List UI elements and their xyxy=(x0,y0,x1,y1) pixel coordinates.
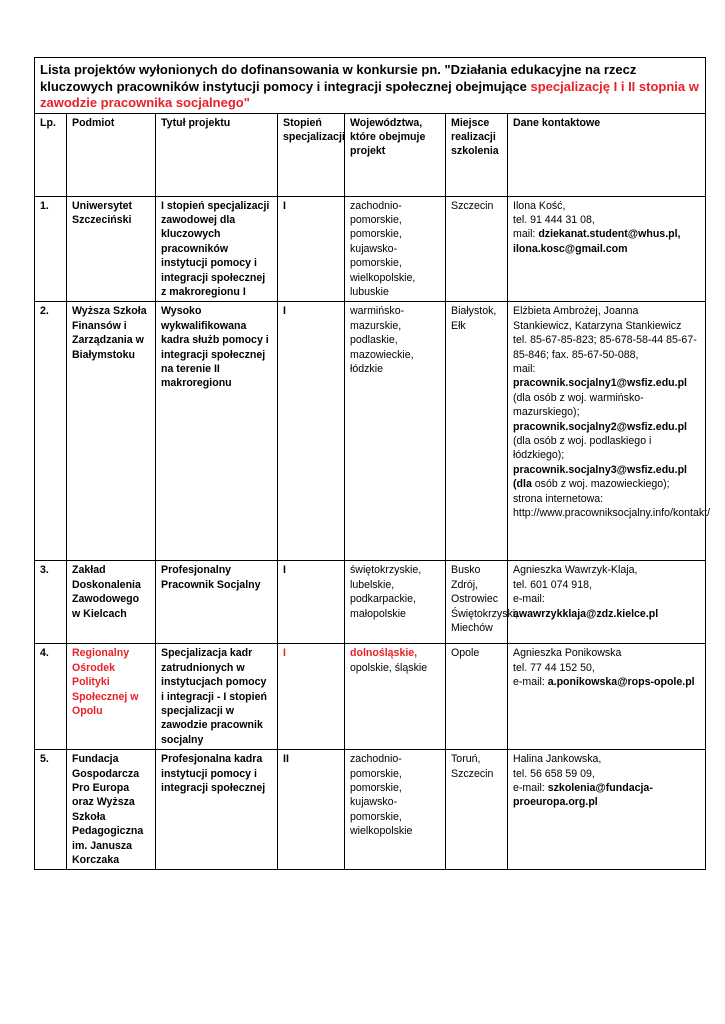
row-podmiot: Regionalny Ośrodek Polityki Społecznej w Opolu xyxy=(67,644,156,750)
contact-phone: tel. 77 44 152 50, xyxy=(513,661,595,674)
row-stopien: I xyxy=(278,561,345,644)
row-lp: 1. xyxy=(35,196,67,302)
row-wojewodztwa: dolnośląskie, opolskie, śląskie xyxy=(345,644,446,750)
row-miejsce: Białystok, Ełk xyxy=(446,302,508,561)
row-podmiot: Zakład Doskonalenia Zawodowego w Kielcach xyxy=(67,561,156,644)
row-tytul: Profesjonalny Pracownik Socjalny xyxy=(156,561,278,644)
row-wojewodztwa: zachodnio-pomorskie, pomorskie, kujawsko-pomorskie, wielkopolskie, lubuskie xyxy=(345,196,446,302)
header-dane: Dane kontaktowe xyxy=(508,113,706,196)
header-lp: Lp. xyxy=(35,113,67,196)
contact-email[interactable]: pracownik.socjalny2@wsfiz.edu.pl xyxy=(513,420,687,433)
table-row xyxy=(35,750,706,870)
row-tytul: Wysoko wykwalifikowana kadra służb pomocy i integracji społecznej na terenie II makroregionu xyxy=(156,302,278,561)
contact-email[interactable]: pracownik.socjalny1@wsfiz.edu.pl xyxy=(513,377,687,390)
contact-website-link[interactable]: http://www.pracowniksocjalny.info/kontakt/ xyxy=(513,507,711,520)
contact-phone: tel. 91 444 31 08, xyxy=(513,213,595,226)
contact-email[interactable]: szkolenia@fundacja-proeuropa.org.pl xyxy=(513,782,653,809)
header-podmiot: Podmiot xyxy=(67,113,156,196)
header-stopien: Stopień specjalizacji xyxy=(278,113,345,196)
row-lp: 3. xyxy=(35,561,67,644)
row-lp: 2. xyxy=(35,302,67,561)
row-kontakt xyxy=(508,196,706,302)
contact-email[interactable]: dziekanat.student@whus.pl, ilona.kosc@gmail.com xyxy=(513,228,681,255)
row-wojewodztwa: warmińsko-mazurskie, podlaskie, mazowieckie, łódzkie xyxy=(345,302,446,561)
contact-person: Agnieszka Wawrzyk-Klaja, xyxy=(513,564,638,577)
row-lp: 5. xyxy=(35,750,67,870)
table-row xyxy=(35,302,706,561)
row-kontakt xyxy=(508,561,706,644)
row-kontakt xyxy=(508,750,706,870)
row-stopien: I xyxy=(278,302,345,561)
row-wojewodztwa: zachodnio-pomorskie, pomorskie, kujawsko-pomorskie, wielkopolskie xyxy=(345,750,446,870)
table-row xyxy=(35,644,706,750)
row-stopien: I xyxy=(278,196,345,302)
header-row xyxy=(35,113,706,196)
contact-email[interactable]: pracownik.socjalny3@wsfiz.edu.pl xyxy=(513,463,687,476)
contact-mail-label: mail: xyxy=(513,362,536,375)
document-title: Lista projektów wyłonionych do dofinansowania w konkursie pn. "Działania edukacyjne na rzecz kluczowych pracowników instytucji pomocy i integracji społecznej obejmujące specjalizację I i II stopnia w zawodzie pracownika socjalnego" xyxy=(35,58,706,114)
contact-note: (dla osób z woj. mazowieckiego); xyxy=(513,478,670,491)
row-podmiot: Wyższa Szkoła Finansów i Zarządzania w Białymstoku xyxy=(67,302,156,561)
contact-phone: tel. 85-67-85-823; 85-678-58-44 85-67-85-846; fax. 85-67-50-088, xyxy=(513,334,697,361)
row-lp: 4. xyxy=(35,644,67,750)
title-row xyxy=(35,58,706,114)
row-tytul: Profesjonalna kadra instytucji pomocy i integracji społecznej xyxy=(156,750,278,870)
row-podmiot: Uniwersytet Szczeciński xyxy=(67,196,156,302)
header-miejsce: Miejsce realizacji szkolenia xyxy=(446,113,508,196)
contact-website-label: strona internetowa: xyxy=(513,492,604,505)
contact-phone: tel. 601 074 918, xyxy=(513,578,592,591)
contact-mail-label: e-mail: xyxy=(513,676,548,689)
row-miejsce: Busko Zdrój, Ostrowiec Świętokrzyski, Miechów xyxy=(446,561,508,644)
row-miejsce: Opole xyxy=(446,644,508,750)
row-stopien: I xyxy=(278,644,345,750)
row-stopien: II xyxy=(278,750,345,870)
row-podmiot: Fundacja Gospodarcza Pro Europa oraz Wyższa Szkoła Pedagogiczna im. Janusza Korczaka xyxy=(67,750,156,870)
contact-email[interactable]: awawrzykklaja@zdz.kielce.pl xyxy=(513,607,659,620)
contact-note: (dla osób z woj. warmińsko-mazurskiego); xyxy=(513,391,644,419)
header-tytul: Tytuł projektu xyxy=(156,113,278,196)
contact-note: (dla osób z woj. podlaskiego i łódzkiego); xyxy=(513,435,652,462)
contact-person: Halina Jankowska, xyxy=(513,753,602,766)
row-kontakt xyxy=(508,644,706,750)
contact-person: Ilona Kość, xyxy=(513,199,566,212)
row-miejsce: Szczecin xyxy=(446,196,508,302)
contact-mail-label: e-mail: xyxy=(513,593,545,606)
contact-person: Elżbieta Ambrożej, Joanna Stankiewicz, Katarzyna Stankiewicz xyxy=(513,305,682,332)
contact-email[interactable]: a.ponikowska@rops-opole.pl xyxy=(547,676,695,689)
contact-mail-label: e-mail: xyxy=(513,782,548,794)
contact-mail-label: mail: xyxy=(513,228,539,241)
row-miejsce: Toruń, Szczecin xyxy=(446,750,508,870)
row-kontakt xyxy=(508,302,711,561)
row-wojewodztwa: świętokrzyskie, lubelskie, podkarpackie, małopolskie xyxy=(345,561,446,644)
table-row xyxy=(35,196,706,302)
contact-phone: tel. 56 658 59 09, xyxy=(513,767,595,780)
header-wojewodztwa: Województwa, które obejmuje projekt xyxy=(345,113,446,196)
document-sheet xyxy=(34,57,711,870)
row-tytul: Specjalizacja kadr zatrudnionych w instytucjach pomocy i integracji - I stopień specjalizacji w zawodzie pracownik socjalny xyxy=(156,644,278,750)
contact-person: Agnieszka Ponikowska xyxy=(513,647,622,660)
table-row xyxy=(35,561,706,644)
row-tytul: I stopień specjalizacji zawodowej dla kluczowych pracowników instytucji pomocy i integracji społecznej z makroregionu I xyxy=(156,196,278,302)
projects-table xyxy=(34,57,711,870)
